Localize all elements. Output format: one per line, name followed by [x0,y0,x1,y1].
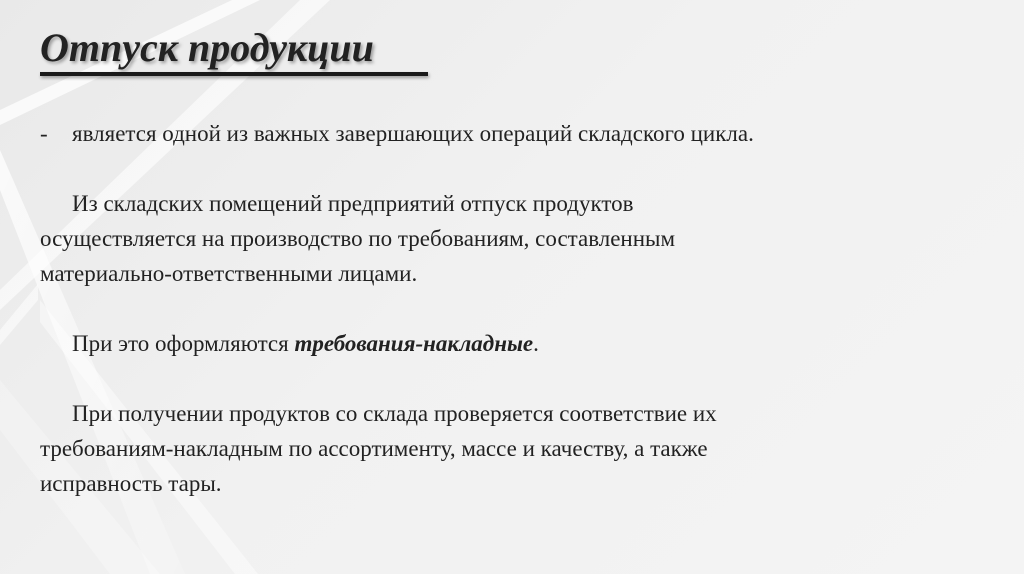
paragraph-inspection-line-1: При получении продуктов со склада проверяется соответствие их [72,401,717,426]
paragraph-documents [40,326,980,361]
slide-body [40,116,980,501]
paragraph-documents-prefix: При это оформляются [72,331,295,356]
paragraph-warehouse-line-1: Из складских помещений предприятий отпуск продуктов [72,191,634,216]
paragraph-inspection-line-2: требованиям-накладным по ассортименту, массе и качеству, а также [40,436,708,461]
emphasized-term: требования-накладные [294,331,534,356]
paragraph-inspection-line-3: исправность тары. [40,471,222,496]
slide-title: Отпуск продукции [40,25,374,70]
paragraph-warehouse-line-2: осуществляется на производство по требованиям, составленным [40,226,676,251]
intro-text: является одной из важных завершающих операций складского цикла. [72,121,754,146]
paragraph-warehouse [40,186,980,221]
dash-marker: - [40,121,48,146]
paragraph-warehouse-line-3: материально-ответственными лицами. [40,261,418,286]
paragraph-documents-suffix: . [533,331,539,356]
paragraph-inspection [40,396,980,431]
intro-line [40,116,980,151]
title-underline [40,72,428,76]
